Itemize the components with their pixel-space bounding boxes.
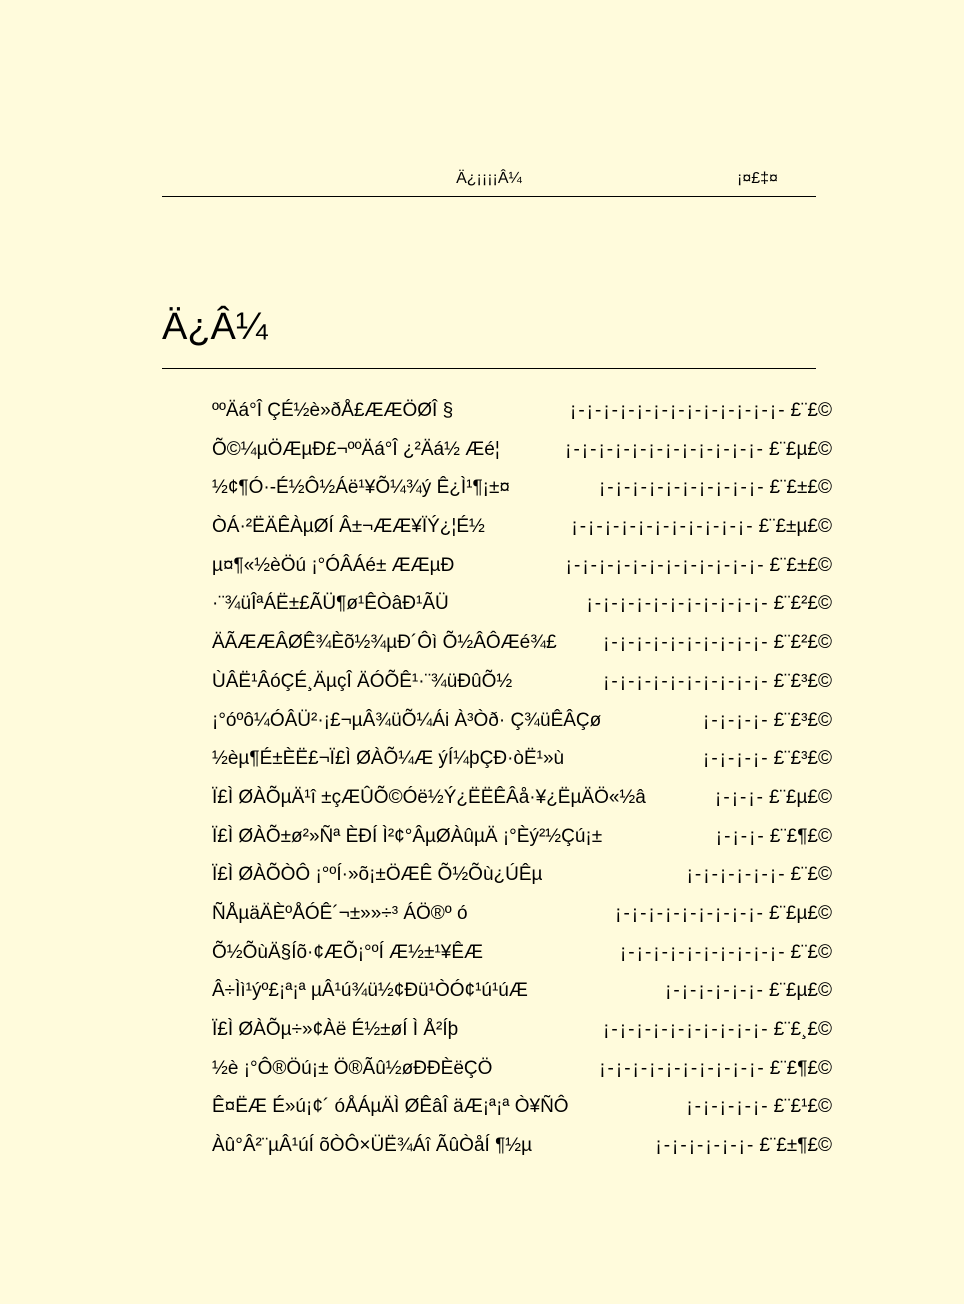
toc-entry-title: Õ©¼µÖÆµÐ£¬ººÄá°Î ¿²Äá½ Æé¦: [212, 438, 500, 460]
toc-entry-title: Àû°Â²¨µÂ¹úÍ õÒÔ×ÜË¾Áî ÃûÒåÍ ¶½µ: [212, 1135, 533, 1157]
toc-entry-title: ½è ¡°Ô®Öú¡± Ö®Ãû½øÐÐÈëÇÖ: [212, 1057, 493, 1079]
toc-entry-leader: ¡-¡-¡-¡-¡-¡-: [655, 1135, 756, 1157]
toc-entry[interactable]: [212, 860, 832, 899]
toc-entry-title: ½èµ¶É±ÈË£¬Ï£Ì ØÀÕ¼Æ ýÍ¼þÇÐ·òË¹»ù: [212, 748, 565, 770]
toc-entry[interactable]: [212, 1131, 832, 1170]
toc-entry-title: ººÄá°Î ÇÉ½è»ðÅ£ÆÆÖØÎ §: [212, 400, 454, 421]
toc-entry-leader: ¡-¡-¡-¡-¡-¡-: [686, 864, 787, 886]
toc-entry[interactable]: [212, 512, 832, 551]
toc-entry[interactable]: [212, 976, 832, 1015]
toc-entry-leader: ¡-¡-¡-¡-¡-¡-¡-¡-¡-¡-: [603, 632, 770, 654]
toc-entry-title: ÑÅµäÄÈºÅÓÊ´¬±»»÷³ ÁÖ®º ó: [212, 902, 468, 924]
toc-entry[interactable]: [212, 783, 832, 822]
toc-entry-page: £¨£³£©: [773, 748, 832, 770]
toc-entry[interactable]: [212, 551, 832, 590]
toc-entry[interactable]: [212, 628, 832, 667]
toc-entry-page: £¨£±£©: [769, 554, 832, 576]
toc-entry-title: Â÷Ìì¹ýº£¡ª¡ª µÂ¹ú¾ü½¢Ðü¹ÒÓ¢¹ú¹úÆ: [212, 980, 528, 1002]
toc-entry-leader: ¡-¡-¡-¡-¡-¡-¡-¡-¡-¡-: [598, 477, 766, 499]
toc-entry-page: £¨£µ£©: [769, 786, 832, 808]
toc-entry-leader: ¡-¡-¡-¡-: [703, 709, 770, 731]
toc-entry-leader: ¡-¡-¡-¡-¡-: [686, 1096, 770, 1118]
toc-entry-page: £¨£³£©: [773, 670, 832, 692]
toc-entry-leader: ¡-¡-¡-¡-¡-¡-¡-¡-¡-¡-¡-: [571, 516, 755, 538]
toc-entry[interactable]: [212, 589, 832, 628]
toc-entry-page: £¨£±£©: [769, 477, 832, 499]
toc-entry-title: ¡°óºô¼ÓÂÜ²·¡£¬µÂ¾üÕ¼Ái À³Òð· Ç¾üÊÂÇø: [212, 709, 602, 731]
toc-entry[interactable]: [212, 1015, 832, 1054]
toc-entry-page: £¨£³£©: [773, 709, 832, 731]
toc-entry-page: £¨£¸£©: [773, 1019, 832, 1040]
toc-entry-page: £¨£©: [790, 864, 832, 886]
toc-entry-title: Ï£Ì ØÀÕÒÔ ¡°ºÍ·»õ¡±ÖÆÊ Õ½Õù¿ÚÊµ: [212, 864, 543, 886]
toc-entry-leader: ¡-¡-¡-¡-¡-¡-¡-¡-¡-¡-: [619, 941, 787, 963]
toc-entry-leader: ¡-¡-¡-¡-¡-¡-¡-¡-¡-¡-: [603, 670, 770, 692]
toc-entry[interactable]: [212, 744, 832, 783]
toc-entry[interactable]: [212, 938, 832, 977]
running-title: Ä¿¡¡¡¡Â¼: [456, 170, 522, 187]
toc-entry-leader: ¡-¡-¡-¡-¡-¡-¡-¡-¡-¡-¡-¡-: [565, 554, 766, 576]
toc-entry[interactable]: [212, 473, 832, 512]
toc-entry[interactable]: [212, 899, 832, 938]
toc-entry[interactable]: [212, 1092, 832, 1131]
toc-entry-page: £¨£µ£©: [769, 902, 832, 924]
toc-list: [212, 396, 832, 1170]
toc-entry[interactable]: [212, 706, 832, 745]
toc-entry-leader: ¡-¡-¡-¡-¡-¡-¡-¡-¡-¡-: [603, 1019, 770, 1040]
toc-entry-page: £¨£±¶£©: [759, 1135, 832, 1157]
toc-entry[interactable]: [212, 1054, 832, 1093]
toc-entry-title: Ï£Ì ØÀÕ±ø²»Ñª ÈÐÍ Ì²¢°ÂµØÀûµÄ ¡°Èý²½Çú¡±: [212, 825, 603, 847]
toc-entry-page: £¨£¹£©: [773, 1096, 832, 1118]
toc-entry-title: Ï£Ì ØÀÕµÄ¹î ±çÆÛÕ©Óë½Ý¿ËËÊÂå·¥¿ËµÄÖ«½â: [212, 786, 646, 808]
toc-entry[interactable]: [212, 667, 832, 706]
toc-entry-leader: ¡-¡-¡-¡-¡-¡-¡-¡-¡-¡-¡-¡-¡-: [570, 400, 787, 421]
toc-entry-title: ÄÃÆÆÂØÊ¾Èõ½¾µÐ´Ôì Õ½ÂÔÆé¾£: [212, 632, 557, 654]
toc-entry-title: Ê¤ËÆ É»ú¡¢´ óÅÁµÄÌ ØÊâÎ äÆ¡ª¡ª Ò¥ÑÔ: [212, 1096, 569, 1118]
toc-entry-title: ÙÂË¹ÂóÇÉ¸ÄµçÎ ÄÓÕÊ¹·¨¾üÐûÕ½: [212, 670, 513, 692]
toc-entry-title: ·¨¾üÎªÁË±£ÃÜ¶ø¹ÊÒâÐ¹ÃÜ: [212, 593, 449, 615]
toc-heading: Ä¿Â¼: [162, 306, 268, 348]
toc-entry-page: £¨£©: [790, 400, 832, 421]
toc-entry-title: µ¤¶«½èÖú ¡°ÓÂÁé± ÆÆµÐ: [212, 554, 455, 576]
running-header: [162, 168, 816, 197]
toc-entry-leader: ¡-¡-¡-¡-¡-¡-¡-¡-¡-¡-¡-¡-: [565, 438, 766, 460]
toc-entry[interactable]: [212, 822, 832, 861]
toc-entry-leader: ¡-¡-¡-¡-¡-¡-¡-¡-¡-¡-¡-: [586, 593, 770, 615]
toc-entry[interactable]: [212, 396, 832, 435]
toc-entry-leader: ¡-¡-¡-¡-¡-¡-¡-¡-¡-¡-: [599, 1057, 766, 1079]
toc-entry-page: £¨£µ£©: [769, 980, 832, 1002]
toc-entry-page: £¨£©: [790, 941, 832, 963]
toc-entry-title: Õ½ÕùÄ§Íõ·¢ÆÕ¡°ºÍ Æ½±¹¥ÊÆ: [212, 941, 483, 963]
page-number: ¡¤£‡¤: [737, 170, 778, 187]
toc-entry-leader: ¡-¡-¡-¡-: [703, 748, 770, 770]
toc-entry-page: £¨£²£©: [773, 632, 832, 654]
toc-entry-leader: ¡-¡-¡-¡-¡-¡-¡-¡-¡-: [615, 902, 766, 924]
toc-entry-title: ½¢¶Ó·-É½Ô½Áë¹¥Õ¼¾ý Ê¿Ì¹¶¡±¤: [212, 477, 510, 499]
toc-entry-page: £¨£µ£©: [769, 438, 832, 460]
toc-entry-leader: ¡-¡-¡-: [715, 825, 766, 847]
toc-entry-page: £¨£¶£©: [769, 1057, 832, 1079]
heading-rule: [162, 368, 816, 369]
toc-entry[interactable]: [212, 435, 832, 474]
toc-entry-page: £¨£±µ£©: [758, 516, 832, 538]
toc-entry-page: £¨£²£©: [773, 593, 832, 615]
toc-entry-title: ÒÁ·²ËÄÊÀµØÍ Â±¬ÆÆ¥ÏÝ¿¦É½: [212, 516, 485, 538]
toc-entry-page: £¨£¶£©: [769, 825, 832, 847]
toc-entry-title: Ï£Ì ØÀÕµ÷»¢Àë É½±øÍ Ì Å²Íþ: [212, 1019, 459, 1040]
toc-entry-leader: ¡-¡-¡-: [715, 786, 766, 808]
toc-entry-leader: ¡-¡-¡-¡-¡-¡-: [665, 980, 766, 1002]
